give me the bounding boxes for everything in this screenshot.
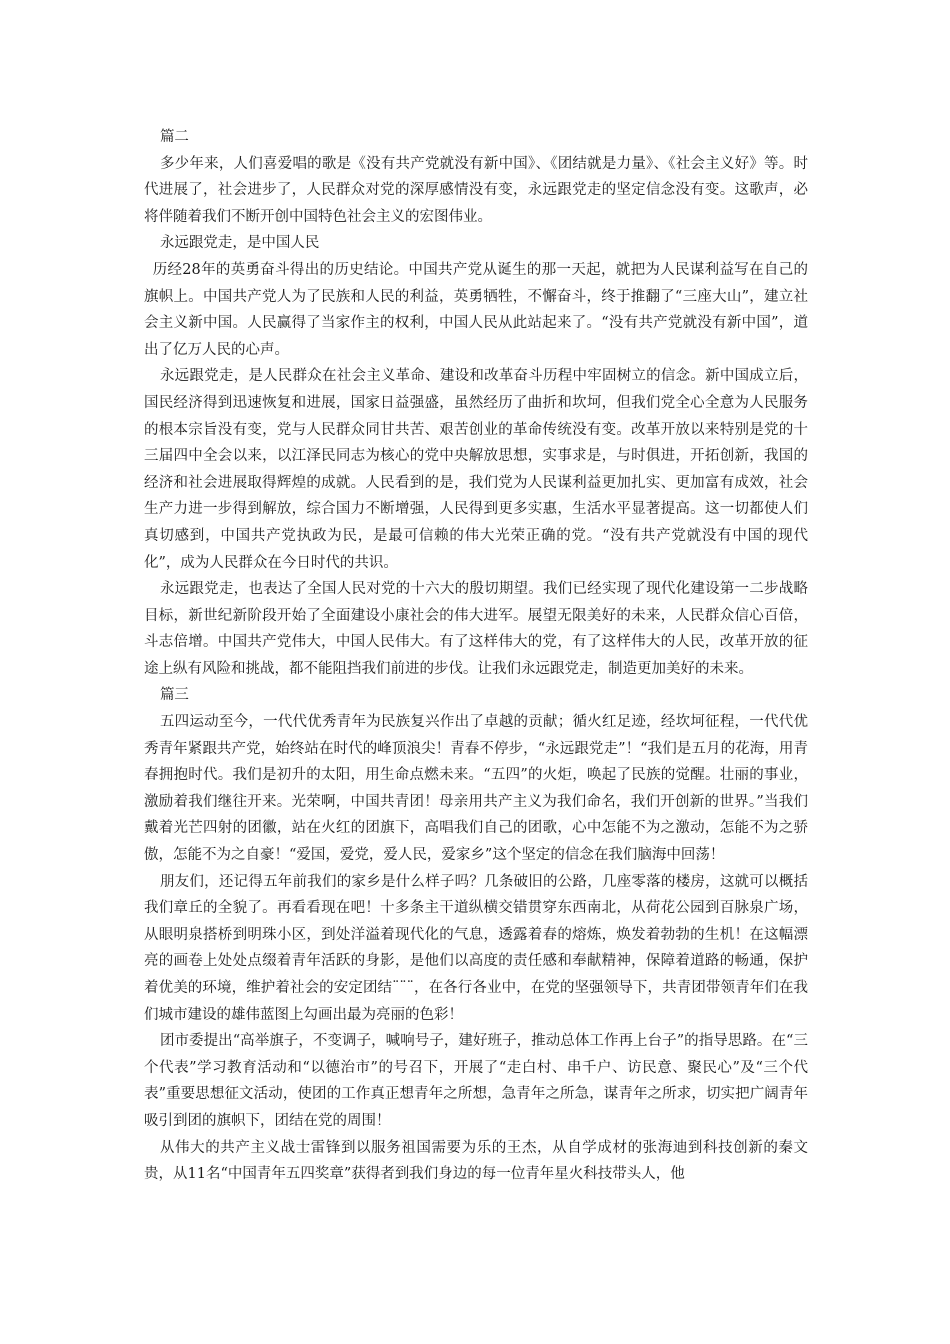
paragraph: 多少年来，人们喜爱唱的歌是《没有共产党就没有新中国》、《团结就是力量》、《社会主义好》等。时代进展了，社会进步了，人民群众对党的深厚感情没有变，永远跟党走的坚定信念没有变。这歌声，必将伴随着我们不断开创中国特色社会主义的宏图伟业。 [144, 155, 808, 225]
paragraph: 永远跟党走，也表达了全国人民对党的十六大的殷切期望。我们已经实现了现代化建设第一二步战略目标，新世纪新阶段开始了全面建设小康社会的伟大进军。展望无限美好的未来，人民群众信心百倍，斗志倍增。中国共产党伟大，中国人民伟大。有了这样伟大的党，有了这样伟大的人民，改革开放的征途上纵有风险和挑战，都不能阻挡我们前进的步伐。让我们永远跟党走，制造更加美好的未来。 [144, 581, 808, 677]
section-heading-3: 篇三 [159, 687, 189, 704]
paragraph: 朋友们，还记得五年前我们的家乡是什么样子吗？几条破旧的公路，几座零落的楼房，这就可以概括我们章丘的全貌了。再看看现在吧！十多条主干道纵横交错贯穿东西南北，从荷花公园到百脉泉广场，从眼明泉搭桥到明珠小区，到处洋溢着现代化的气息，透露着春的熔炼，焕发着勃勃的生机！在这幅漂亮的画卷上处处点缀着青年活跃的身影，是他们以高度的责任感和奉献精神，保障着道路的畅通，保护着优美的环境，维护着社会的安定团结¨¨¨，在各行各业中，在党的坚强领导下，共青团带领青年们在我们城市建设的雄伟蓝图上勾画出最为亮丽的色彩！ [144, 873, 808, 1023]
paragraph: 历经28年的英勇奋斗得出的历史结论。中国共产党从诞生的那一天起，就把为人民谋利益写在自己的旗帜上。中国共产党人为了民族和人民的利益，英勇牺牲，不懈奋斗，终于推翻了“三座大山”，建立社会主义新中国。人民赢得了当家作主的权利，中国人民从此站起来了。“没有共产党就没有新中国”，道出了亿万人民的心声。 [144, 261, 808, 358]
paragraph: 五四运动至今，一代代优秀青年为民族复兴作出了卓越的贡献；循火红足迹，经坎坷征程，一代代优秀青年紧跟共产党，始终站在时代的峰顶浪尖！青春不停步，“永远跟党走”！“我们是五月的花海，用青春拥抱时代。我们是初升的太阳，用生命点燃未来。“五四”的火炬，唤起了民族的觉醒。壮丽的事业，激励着我们继往开来。光荣啊，中国共青团！母亲用共产主义为我们命名，我们开创新的世界。”当我们戴着光芒四射的团徽，站在火红的团旗下，高唱我们自己的团歌，心中怎能不为之激动，怎能不为之骄傲，怎能不为之自豪！“爱国，爱党，爱人民，爱家乡”这个坚定的信念在我们脑海中回荡！ [144, 714, 808, 864]
paragraph: 永远跟党走，是中国人民 [159, 235, 320, 252]
paragraph: 永远跟党走，是人民群众在社会主义革命、建设和改革奋斗历程中牢固树立的信念。新中国成立后，国民经济得到迅速恢复和进展，国家日益强盛，虽然经历了曲折和坎坷，但我们党全心全意为人民服务的根本宗旨没有变，党与人民群众同甘共苦、艰苦创业的革命传统没有变。改革开放以来特别是党的十三届四中全会以来，以江泽民同志为核心的党中央解放思想，实事求是，与时俱进，开拓创新，我国的经济和社会进展取得辉煌的成就。人民看到的是，我们党为人民谋利益更加扎实、更加富有成效，社会生产力进一步得到解放，综合国力不断增强，人民得到更多实惠，生活水平显著提高。这一切都使人们真切感到，中国共产党执政为民，是最可信赖的伟大光荣正确的党。“没有共产党就没有中国的现代化”，成为人民群众在今日时代的共识。 [144, 368, 808, 571]
section-heading-2: 篇二 [159, 129, 189, 145]
paragraph: 团市委提出“高举旗子，不变调子，喊响号子，建好班子，推动总体工作再上台子”的指导思路。在“三个代表”学习教育活动和“以德治市”的号召下，开展了“走白村、串千户、访民意、聚民心”及“三个代表”重要思想征文活动，使团的工作真正想青年之所想，急青年之所急，谋青年之所求，切实把广阔青年吸引到团的旗帜下，团结在党的周围！ [144, 1033, 808, 1129]
document-body [144, 124, 808, 1188]
paragraph: 从伟大的共产主义战士雷锋到以服务祖国需要为乐的王杰，从自学成材的张海迪到科技创新的秦文贵，从11名“中国青年五四奖章”获得者到我们身边的每一位青年星火科技带头人，他 [144, 1139, 808, 1183]
